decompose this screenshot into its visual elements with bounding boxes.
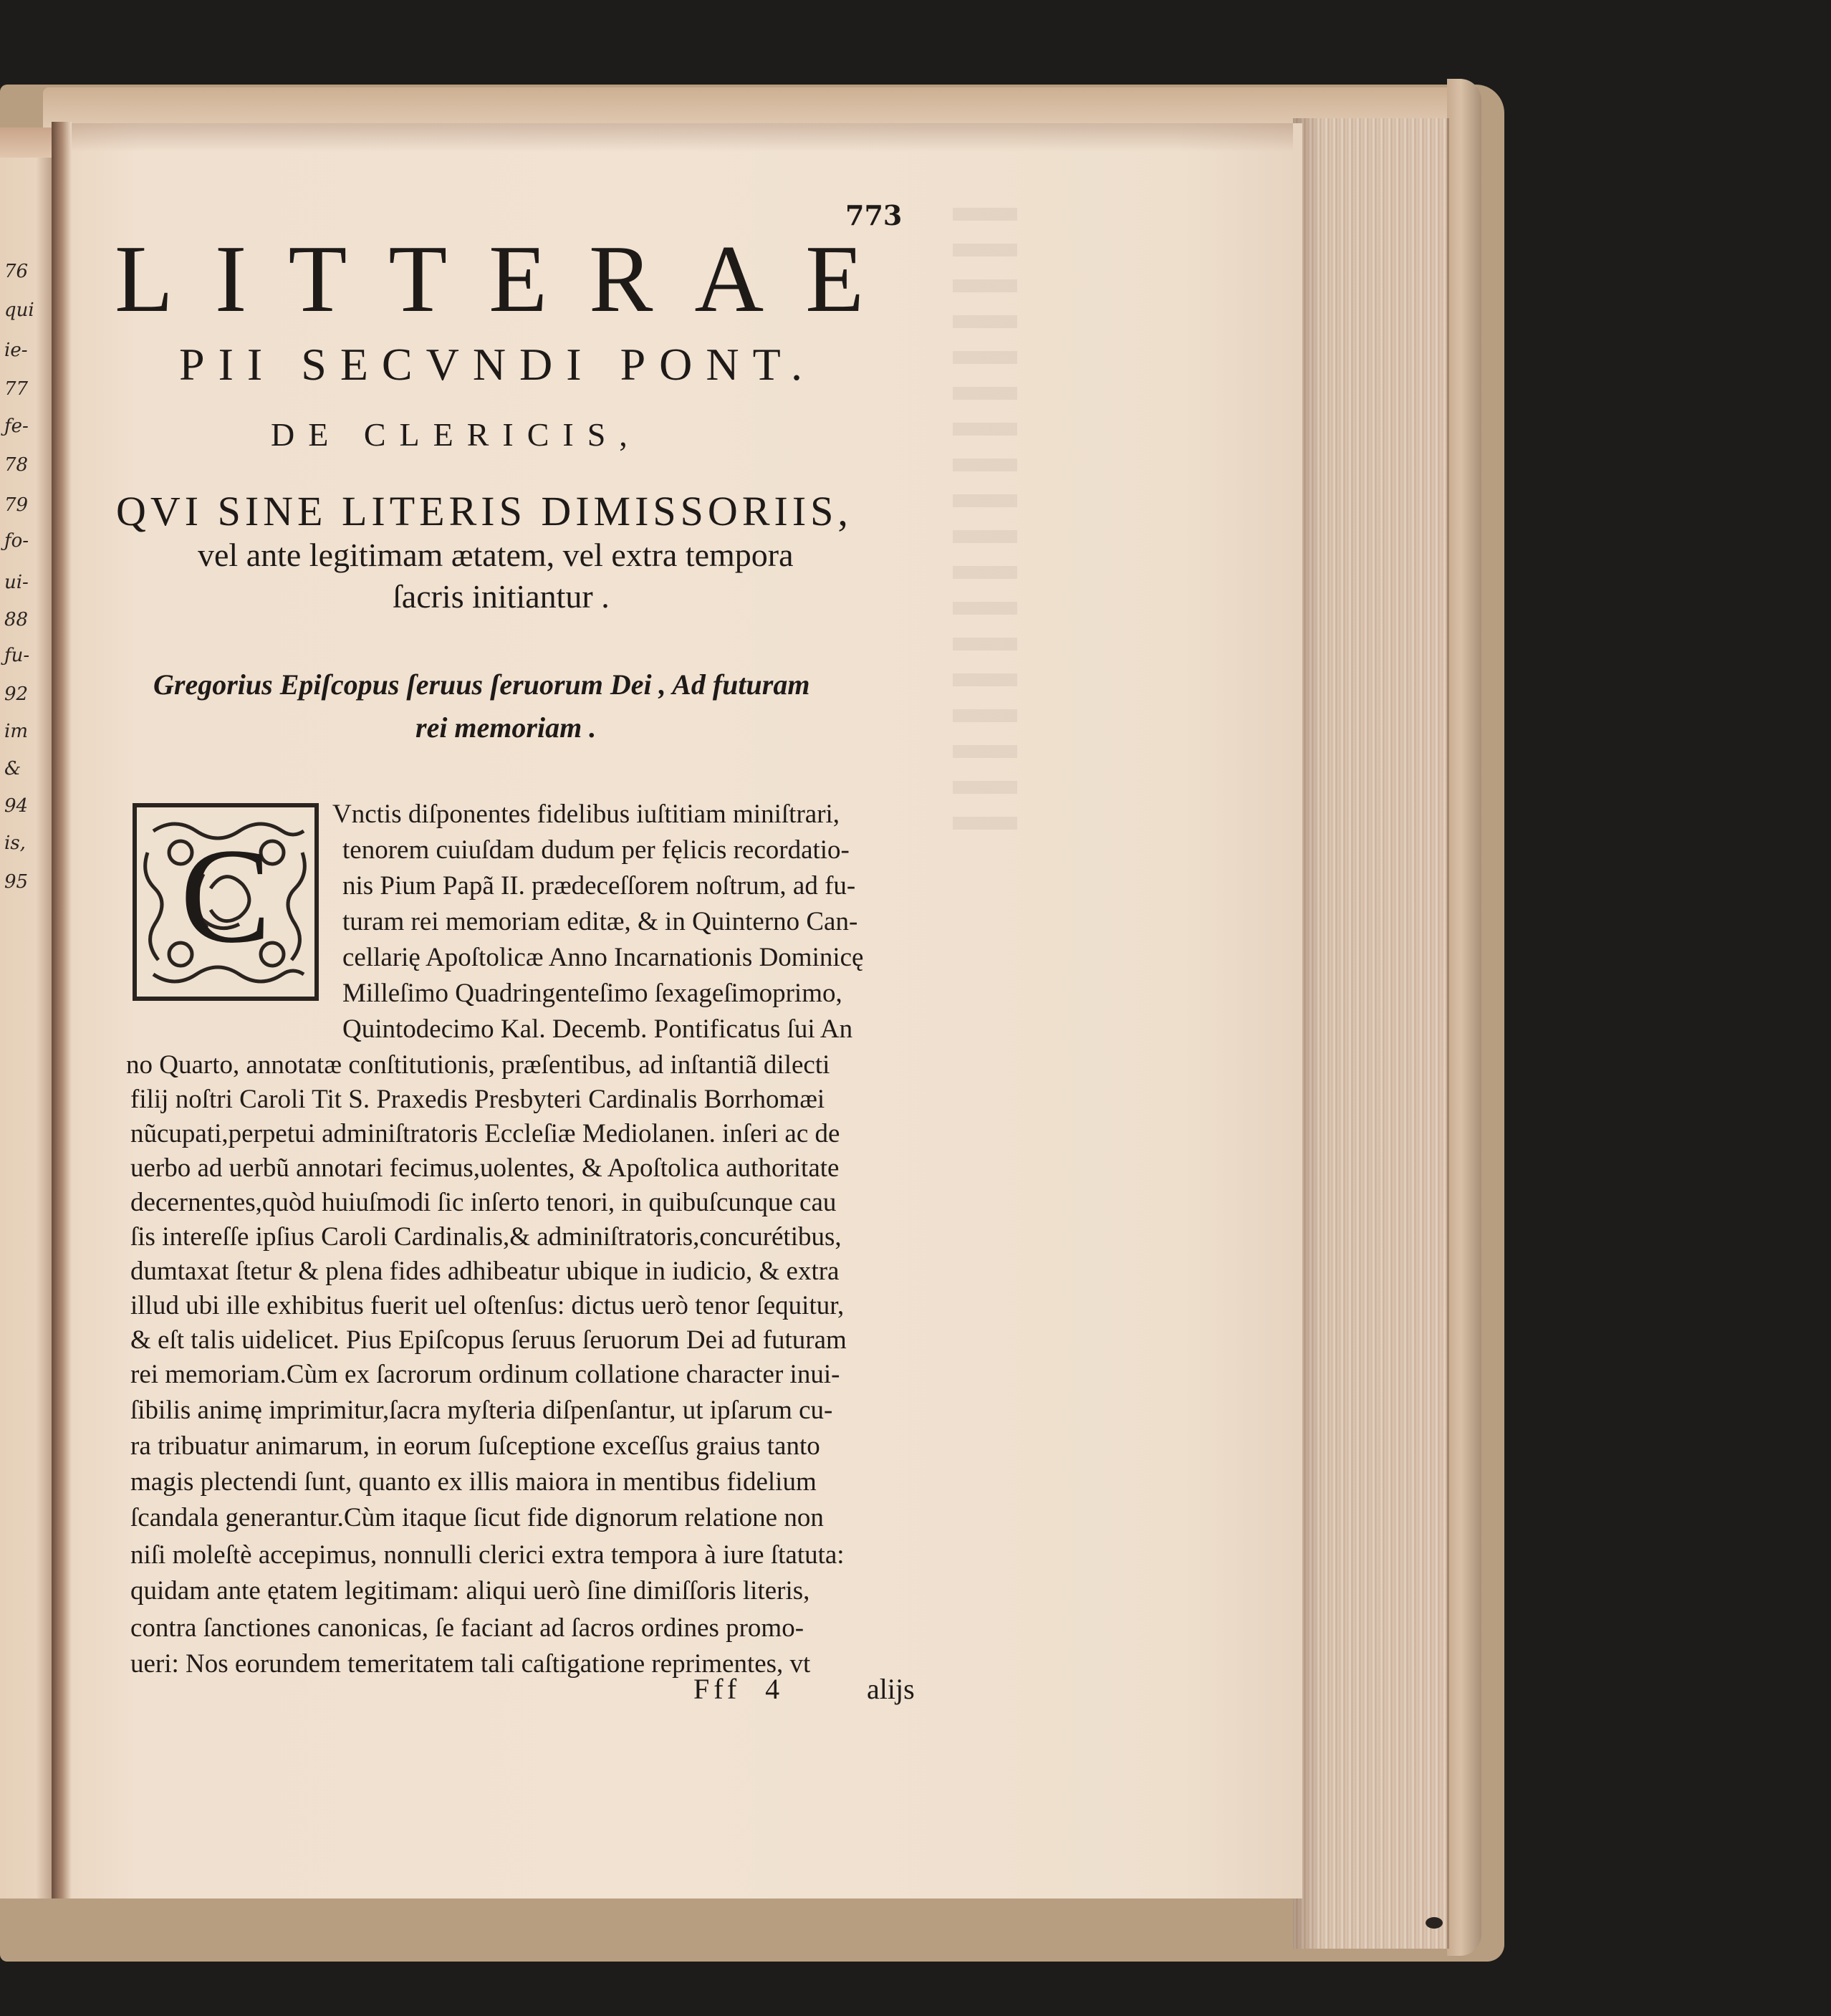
title-main: LITTERAE <box>115 226 906 332</box>
body-line: niſi moleſtè accepimus, nonnulli clerici extra tempora à iure ſtatuta: <box>130 1540 845 1570</box>
body-line: ueri: Nos eorundem temeritatem tali caſtigatione reprimentes, vt <box>130 1649 811 1679</box>
title-de-clericis: DE CLERICIS, <box>271 416 641 453</box>
body-line: illud ubi ille exhibitus fuerit uel oſtenſus: dictus uerò tenor ſequitur, <box>130 1291 845 1320</box>
signature-mark <box>693 1672 784 1706</box>
left-page-fragment: 76 <box>4 261 29 282</box>
body-line: & eſt talis uidelicet. Pius Epiſcopus ſeruus ſeruorum Dei ad futuram <box>130 1325 847 1355</box>
left-page-fragment: is, <box>4 832 26 854</box>
subject-heading-line: ſacris initiantur . <box>393 578 610 615</box>
body-line: quidam ante ętatem legitimam: aliqui uerò ſine dimiſſoris literis, <box>130 1576 810 1605</box>
body-line: Milleſimo Quadringenteſimo ſexageſimoprimo, <box>342 979 842 1008</box>
body-line: decernentes,quòd huiuſmodi ſic inſerto tenori, in quibuſcunque cau <box>130 1188 837 1217</box>
body-line: Vnctis diſponentes fidelibus iuſtitiam miniſtrari, <box>332 800 840 829</box>
body-line: Quintodecimo Kal. Decemb. Pontificatus ſui An <box>342 1014 853 1044</box>
spine-mark <box>1426 1917 1443 1929</box>
bleed-through-shadow <box>953 208 1017 853</box>
left-page-fragment: ie- <box>4 340 28 361</box>
left-page-fragment: 92 <box>4 683 29 705</box>
initial-letter: C <box>180 821 271 971</box>
title-subtitle: PII SECVNDI PONT. <box>179 339 816 390</box>
salutation-line: rei memoriam . <box>415 711 597 744</box>
body-line: filij noſtri Caroli Tit S. Praxedis Presbyteri Cardinalis Borrhomæi <box>130 1085 825 1114</box>
body-line: turam rei memoriam editæ, & in Quinterno Can- <box>342 907 858 936</box>
left-page-fragment: ƒu- <box>4 645 30 666</box>
body-line: cellarię Apoſtolicæ Anno Incarnationis Dominicę <box>342 943 864 972</box>
body-line: nũcupati,perpetui adminiſtratoris Eccleſiæ Mediolanen. inſeri ac de <box>130 1119 840 1148</box>
body-line: uerbo ad uerbũ annotari fecimus,uolentes, & Apoſtolica authoritate <box>130 1153 840 1183</box>
left-page-fragment: im <box>4 721 28 742</box>
book-cover-edge <box>1447 79 1481 1956</box>
catchword: alijs <box>867 1673 915 1705</box>
body-line: ſibilis animę imprimitur,ſacra myſteria diſpenſantur, ut ipſarum cu- <box>130 1396 833 1425</box>
subject-heading-line: vel ante legitimam ætatem, vel extra tempora <box>198 537 794 573</box>
book-cover-top <box>43 87 1469 128</box>
signature-letters: Fff <box>693 1673 741 1705</box>
body-line: no Quarto, annotatæ conſtitutionis, præſentibus, ad inſtantiã dilecti <box>126 1050 830 1080</box>
left-page-fragment: 78 <box>4 454 29 476</box>
left-page-fragment: ƒo- <box>4 530 29 552</box>
decorated-initial-ornament-icon <box>132 802 319 1002</box>
left-page-fragment: 95 <box>4 871 29 893</box>
left-page-fragment: qui <box>4 299 34 321</box>
body-line: ra tribuatur animarum, in eorum ſuſceptione exceſſus graius tanto <box>130 1431 820 1461</box>
left-page-fragment: 94 <box>4 795 29 817</box>
left-page-fragment: 88 <box>4 609 29 630</box>
body-line: contra ſanctiones canonicas, ſe faciant ad ſacros ordines promo- <box>130 1613 804 1643</box>
body-line: ſcandala generantur.Cùm itaque ſicut fide dignorum relatione non <box>130 1503 824 1532</box>
signature-number: 4 <box>765 1673 784 1705</box>
body-line: dumtaxat ſtetur & plena fides adhibeatur ubique in iudicio, & extra <box>130 1257 840 1286</box>
body-line: rei memoriam.Cùm ex ſacrorum ordinum collatione character inui- <box>130 1360 840 1389</box>
left-page-fragment: ƒe- <box>4 416 29 437</box>
page-number: 773 <box>845 199 903 231</box>
body-line: ſis intereſſe ipſius Caroli Cardinalis,& adminiſtratoris,concurétibus, <box>130 1222 842 1252</box>
left-page-fragment: 77 <box>4 378 29 400</box>
left-page-fragment: & <box>4 758 21 779</box>
body-line: tenorem cuiuſdam dudum per fęlicis recordatio- <box>342 835 850 865</box>
left-page-fragment: ui- <box>4 572 29 593</box>
left-page-fragment: 79 <box>4 494 29 516</box>
body-line: nis Pium Papã II. prædeceſſorem noſtrum, ad fu- <box>342 871 856 901</box>
decorated-initial <box>132 802 319 1002</box>
body-line: magis plectendi ſunt, quanto ex illis maiora in mentibus fidelium <box>130 1467 817 1497</box>
salutation-line: Gregorius Epiſcopus ſeruus ſeruorum Dei , Ad futuram <box>153 668 810 701</box>
subject-heading-line: QVI SINE LITERIS DIMISSORIIS, <box>116 488 852 534</box>
page-top-shadow <box>63 123 1293 152</box>
book-gutter <box>52 122 72 1899</box>
